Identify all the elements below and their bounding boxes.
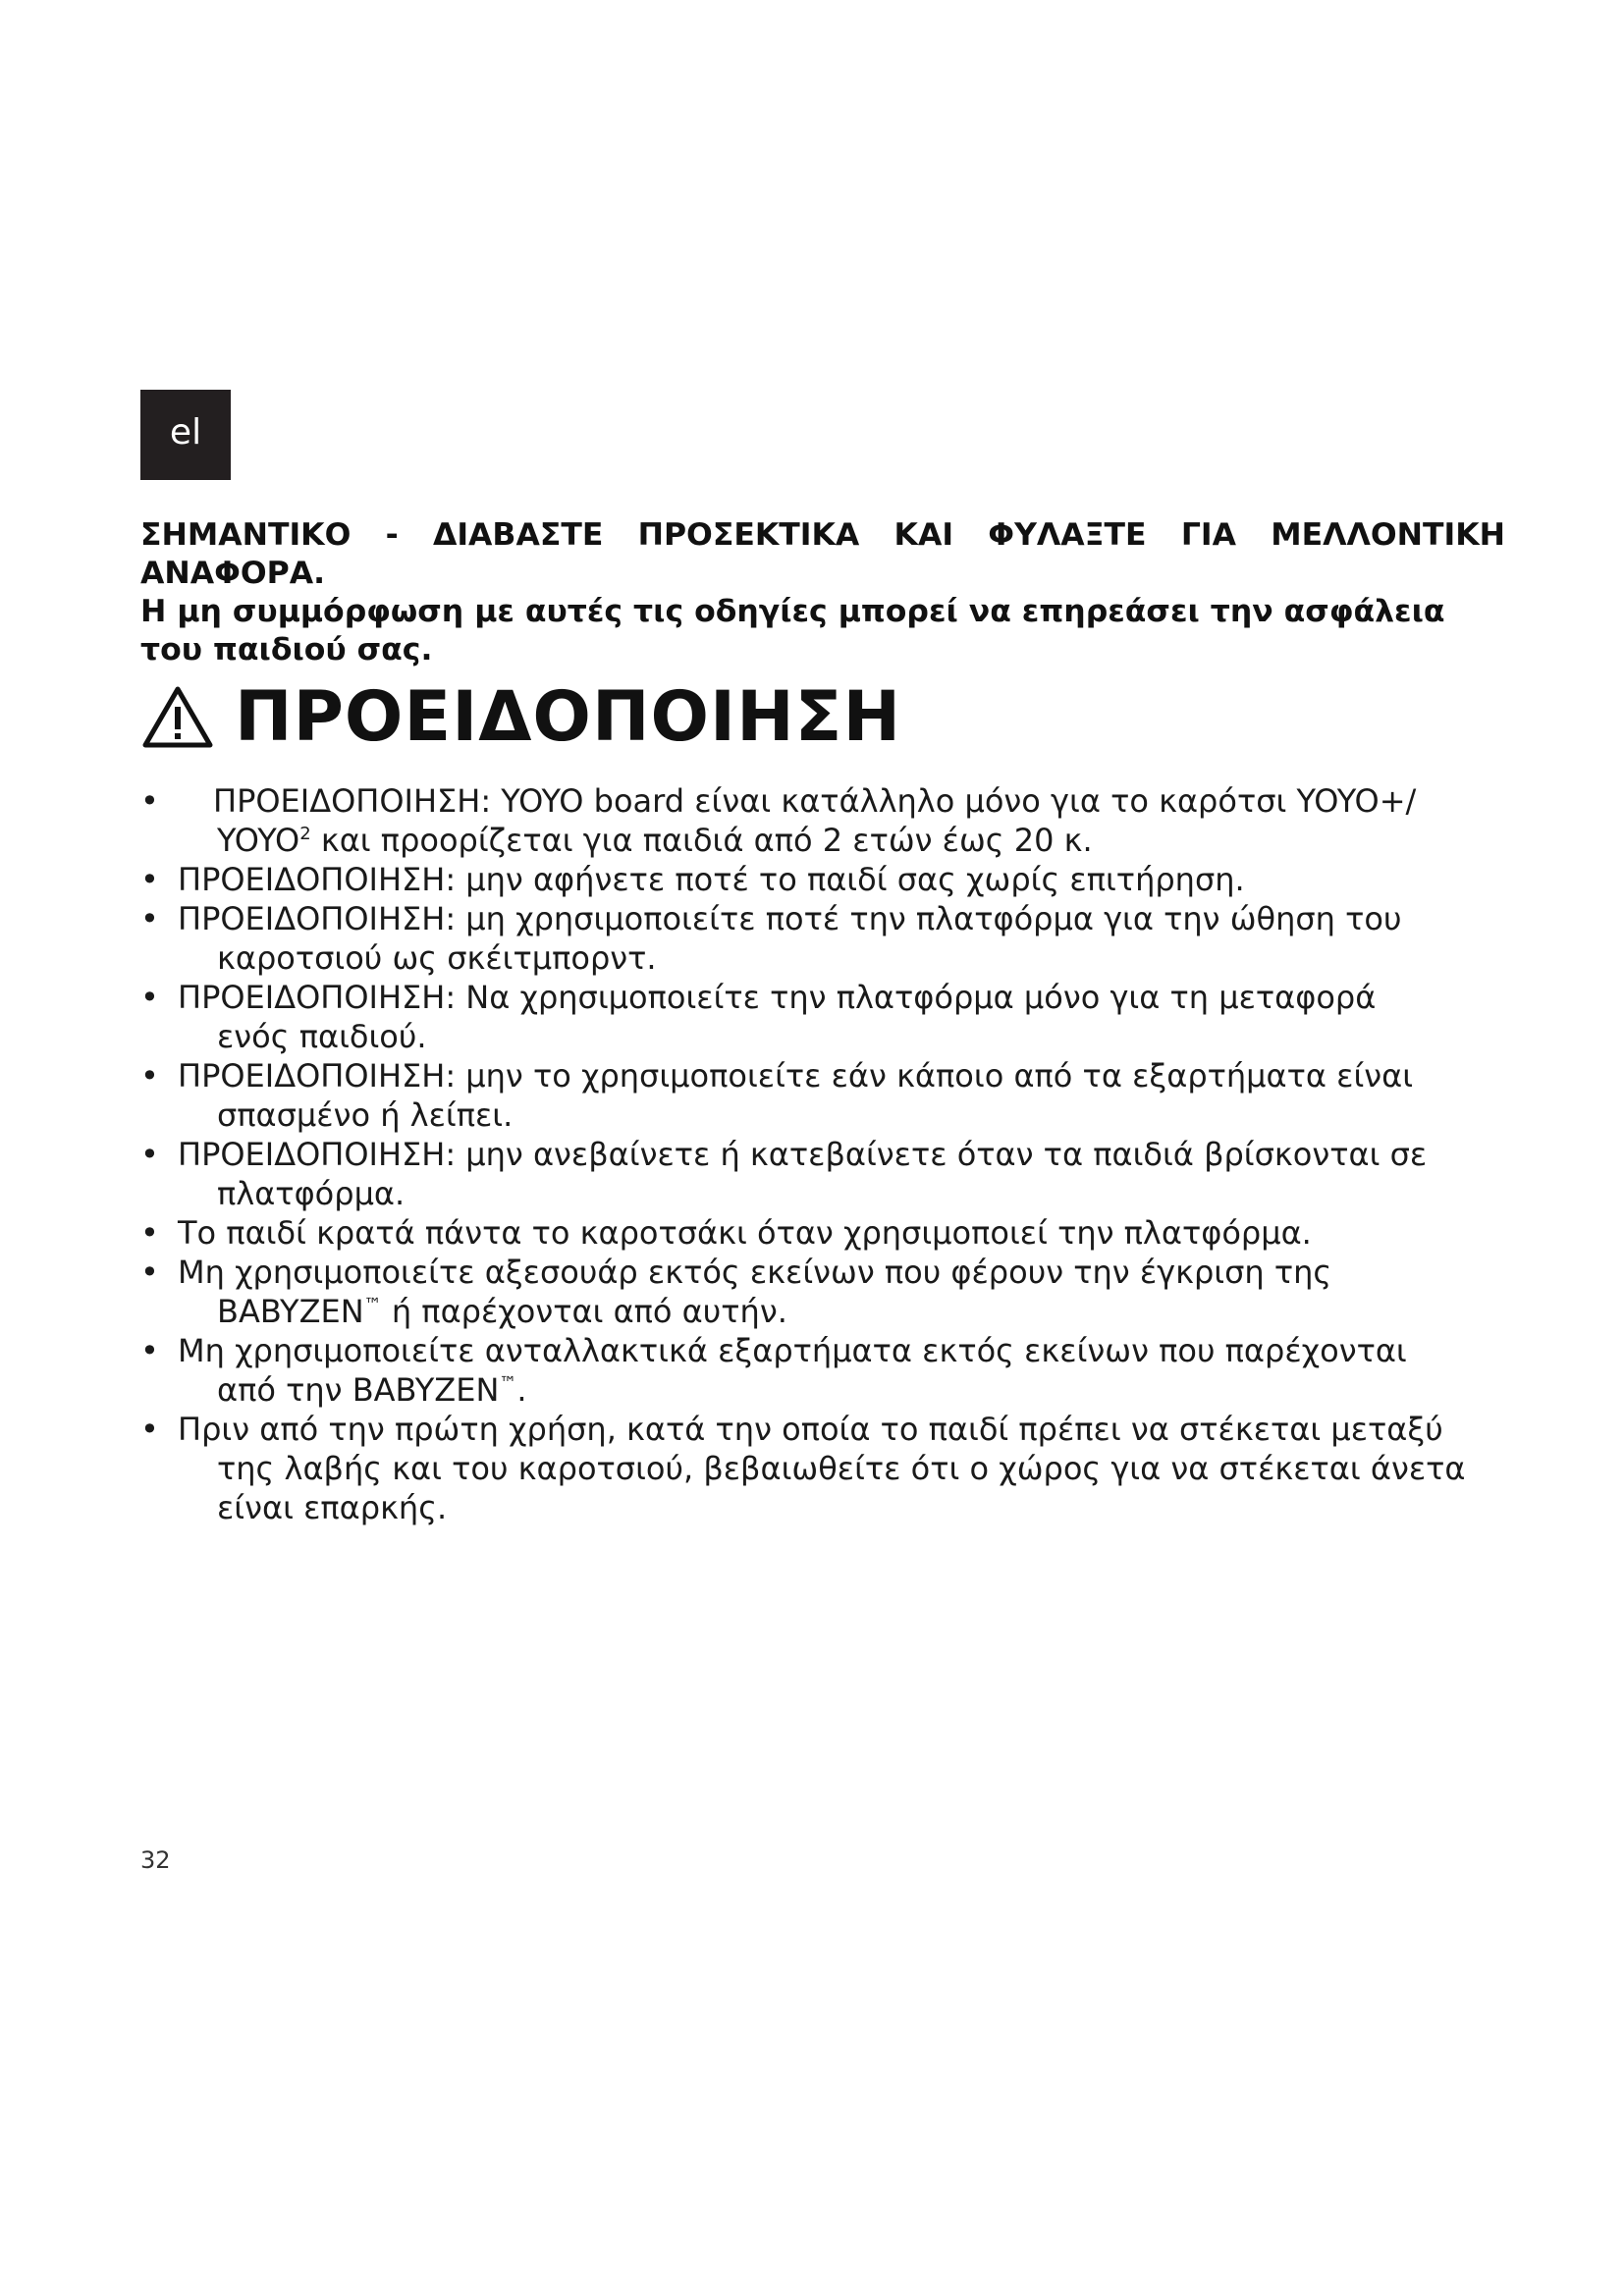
warning-9-line-2-rest: . bbox=[516, 1371, 527, 1409]
list-item bbox=[140, 1331, 1466, 1410]
bullet: • bbox=[140, 979, 159, 1016]
warning-9-line-1: Μη χρησιμοποιείτε ανταλλακτικά εξαρτήματα εκτός εκείνων που παρέχονται bbox=[178, 1332, 1407, 1369]
superscript: 2 bbox=[299, 824, 311, 844]
warning-8-line-2-rest: ή παρέχονται από αυτήν. bbox=[381, 1293, 787, 1330]
warning-4-line-2: ενός παιδιού. bbox=[217, 1018, 427, 1055]
brand-name: BABYZEN bbox=[217, 1293, 364, 1330]
warning-8-line-2 bbox=[178, 1292, 1466, 1331]
bullet: • bbox=[140, 1136, 159, 1173]
bullet: • bbox=[140, 1214, 159, 1252]
warning-6-line-1: ΠΡΟΕΙΔΟΠΟΙΗΣΗ: μην ανεβαίνετε ή κατεβαίνετε όταν τα παιδιά βρίσκονται σε bbox=[178, 1136, 1428, 1173]
list-item bbox=[140, 1213, 1466, 1253]
warning-7-line-1: Το παιδί κρατά πάντα το καροτσάκι όταν χρησιμοποιεί την πλατφόρμα. bbox=[178, 1214, 1312, 1252]
warning-1-line-1: ΠΡΟΕΙΔΟΠΟΙΗΣΗ: YOYO board είναι κατάλληλο μόνο για το καρότσι YOYO+/ bbox=[213, 782, 1417, 820]
trademark-symbol: ™ bbox=[499, 1373, 517, 1394]
list-item bbox=[140, 1056, 1466, 1135]
list-item bbox=[140, 899, 1466, 978]
brand-name: από την BABYZEN bbox=[217, 1371, 500, 1409]
important-notice bbox=[140, 516, 1505, 669]
warning-4-line-1: ΠΡΟΕΙΔΟΠΟΙΗΣΗ: Να χρησιμοποιείτε την πλατφόρμα μόνο για τη μεταφορά bbox=[178, 979, 1377, 1016]
trademark-symbol: ™ bbox=[363, 1295, 382, 1315]
warning-heading-title: ΠΡΟΕΙΔΟΠΟΙΗΣΗ bbox=[235, 676, 902, 757]
list-item bbox=[140, 1410, 1466, 1527]
warning-triangle-icon bbox=[140, 683, 215, 750]
warnings-list bbox=[140, 781, 1466, 1527]
bullet: • bbox=[140, 1254, 159, 1291]
bullet: • bbox=[140, 861, 159, 898]
important-notice-line-2: Η μη συμμόρφωση με αυτές τις οδηγίες μπορεί να επηρεάσει την ασφάλεια του παιδιού σας. bbox=[140, 594, 1445, 667]
list-item bbox=[140, 860, 1466, 899]
important-notice-line-1: ΣΗΜΑΝΤΙΚΟ - ΔΙΑΒΑΣΤΕ ΠΡΟΣΕΚΤΙΚΑ ΚΑΙ ΦΥΛΑΞΤΕ ΓΙΑ ΜΕΛΛΟΝΤΙΚΗ ΑΝΑΦΟΡΑ. bbox=[140, 517, 1505, 591]
warning-5-line-1: ΠΡΟΕΙΔΟΠΟΙΗΣΗ: μην το χρησιμοποιείτε εάν κάποιο από τα εξαρτήματα είναι bbox=[178, 1057, 1414, 1095]
warning-heading bbox=[140, 672, 901, 761]
warning-8-line-1: Μη χρησιμοποιείτε αξεσουάρ εκτός εκείνων που φέρουν την έγκριση της bbox=[178, 1254, 1332, 1291]
warning-2-line-1: ΠΡΟΕΙΔΟΠΟΙΗΣΗ: μην αφήνετε ποτέ το παιδί σας χωρίς επιτήρηση. bbox=[178, 861, 1245, 898]
warning-10-line-2: της λαβής και του καροτσιού, βεβαιωθείτε ότι ο χώρος για να στέκεται άνετα bbox=[217, 1450, 1466, 1487]
warning-10-line-3: είναι επαρκής. bbox=[217, 1489, 448, 1526]
warning-9-line-2 bbox=[178, 1370, 1466, 1410]
language-tag-label: el bbox=[169, 411, 202, 453]
list-item bbox=[140, 978, 1466, 1056]
warning-1-line-2-rest: και προορίζεται για παιδιά από 2 ετών έως 20 κ. bbox=[310, 822, 1093, 859]
bullet: • bbox=[140, 1332, 159, 1369]
bullet: • bbox=[140, 1411, 159, 1448]
list-item bbox=[140, 1253, 1466, 1331]
bullet: • bbox=[140, 900, 159, 937]
warning-3-line-2: καροτσιού ως σκέιτμπορντ. bbox=[217, 939, 657, 977]
list-item bbox=[140, 1135, 1466, 1213]
bullet: • bbox=[140, 782, 159, 820]
warning-6-line-2: πλατφόρμα. bbox=[217, 1175, 406, 1212]
list-item bbox=[140, 781, 1466, 860]
warning-1-line-2 bbox=[178, 821, 1466, 860]
language-tag bbox=[140, 390, 231, 480]
warning-10-line-1: Πριν από την πρώτη χρήση, κατά την οποία το παιδί πρέπει να στέκεται μεταξύ bbox=[178, 1411, 1443, 1448]
page-number: 32 bbox=[140, 1846, 171, 1874]
warning-5-line-2: σπασμένο ή λείπει. bbox=[217, 1096, 514, 1134]
bullet: • bbox=[140, 1057, 159, 1095]
warning-3-line-1: ΠΡΟΕΙΔΟΠΟΙΗΣΗ: μη χρησιμοποιείτε ποτέ την πλατφόρμα για την ώθηση του bbox=[178, 900, 1402, 937]
warning-1-product-name: YOYO bbox=[217, 822, 300, 859]
